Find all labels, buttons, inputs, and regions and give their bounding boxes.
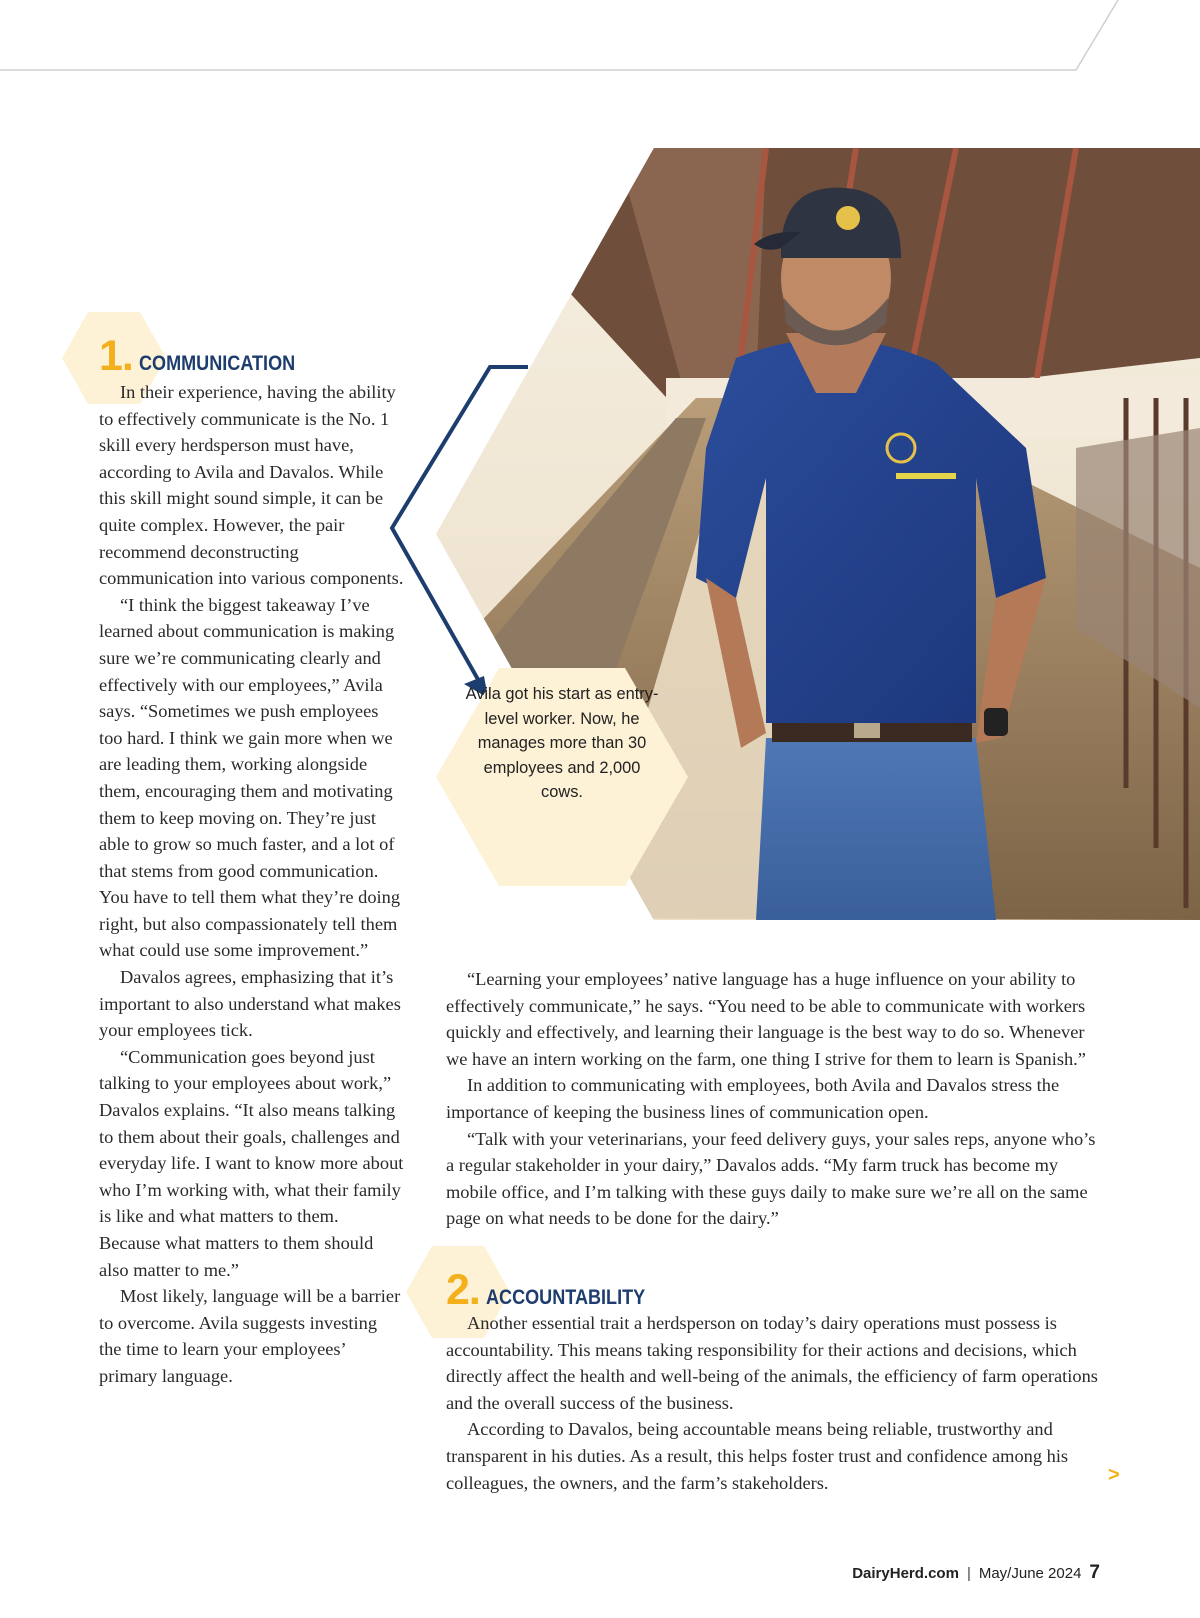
continue-arrow-icon: >: [1108, 1464, 1120, 1486]
caption-text: Avila got his start as entry-level worker. Now, he manages more than 30 employees and 2,000 cows.: [465, 685, 659, 801]
section-title: COMMUNICATION: [138, 352, 296, 375]
paragraph: “Communication goes beyond just talking to your employees about work,” Davalos explains. “It also means talking to them about their goals, challenges and everyday life. I want to know more about who I’m working with, what their family is like and what matters to them. Because what matters to them should also matter to me.”: [99, 1046, 404, 1280]
caption-arrow: [380, 360, 540, 710]
article-column-left: [99, 379, 404, 1390]
section-number: 1.: [99, 332, 133, 380]
section-number: 2.: [446, 1266, 480, 1314]
paragraph: “Learning your employees’ native language has a huge influence on your ability to effectively communicate,” he says. “You need to be able to communicate with workers quickly and effectively, and learning their language is the best way to do so. Whenever we have an intern working on the farm, one thing I strive for them to learn is Spanish.”: [446, 969, 1086, 1069]
paragraph: According to Davalos, being accountable means being reliable, trustworthy and transparent in his duties. As a result, this helps foster trust and confidence among his colleagues, the owners, and the farm’s stakeholders.: [446, 1419, 1069, 1493]
footer-issue: May/June 2024: [978, 1565, 1082, 1582]
footer-separator: |: [966, 1565, 971, 1582]
paragraph: “I think the biggest takeaway I’ve learned about communication is making sure we’re communicating clearly and effectively with our employees,” Avila says. “Sometimes we push employees too hard. I think we gain more when we are leading them, working alongside them, encouraging them and motivating them to keep moving on. They’re just able to grow so much faster, and a lot of that stems from good communication. You have to tell them what they’re doing right, but also compassionately tell them what could use some improvement.”: [99, 594, 401, 961]
paragraph: “Talk with your veterinarians, your feed delivery guys, your sales reps, anyone who’s a regular stakeholder in your dairy,” Davalos adds. “My farm truck has become my mobile office, and I’m talking with these guys daily to make sure we’re all on the same page on what needs to be done for the dairy.”: [446, 1128, 1096, 1229]
paragraph: Davalos agrees, emphasizing that it’s important to also understand what makes your employees tick.: [99, 967, 401, 1041]
photo-caption: [436, 668, 688, 886]
paragraph: In addition to communicating with employees, both Avila and Davalos stress the importance of keeping the business lines of communication open.: [446, 1075, 1060, 1122]
paragraph: Another essential trait a herdsperson on today’s dairy operations must possess is accountability. This means taking responsibility for their actions and decisions, which directly affect the health and well-being of the animals, the efficiency of farm operations and the overall success of the business.: [446, 1313, 1098, 1413]
paragraph: In their experience, having the ability to effectively communicate is the No. 1 skill every herdsperson must have, according to Avila and Davalos. While this skill might sound simple, it can be quite complex. However, the pair recommend deconstructing communication into various components.: [99, 382, 404, 589]
section-heading-accountability: [446, 1266, 671, 1314]
section-title: ACCOUNTABILITY: [485, 1286, 646, 1309]
page-number: 7: [1089, 1562, 1100, 1583]
article-column-right: [446, 966, 1106, 1232]
paragraph: Most likely, language will be a barrier to overcome. Avila suggests investing the time to learn your employees’ primary language.: [99, 1286, 401, 1386]
header-rule: [0, 0, 1200, 80]
page-footer: [852, 1562, 1100, 1584]
footer-site: DairyHerd.com: [852, 1565, 959, 1582]
article-column-right-section2: [446, 1310, 1106, 1496]
section-heading-communication: [99, 332, 320, 380]
